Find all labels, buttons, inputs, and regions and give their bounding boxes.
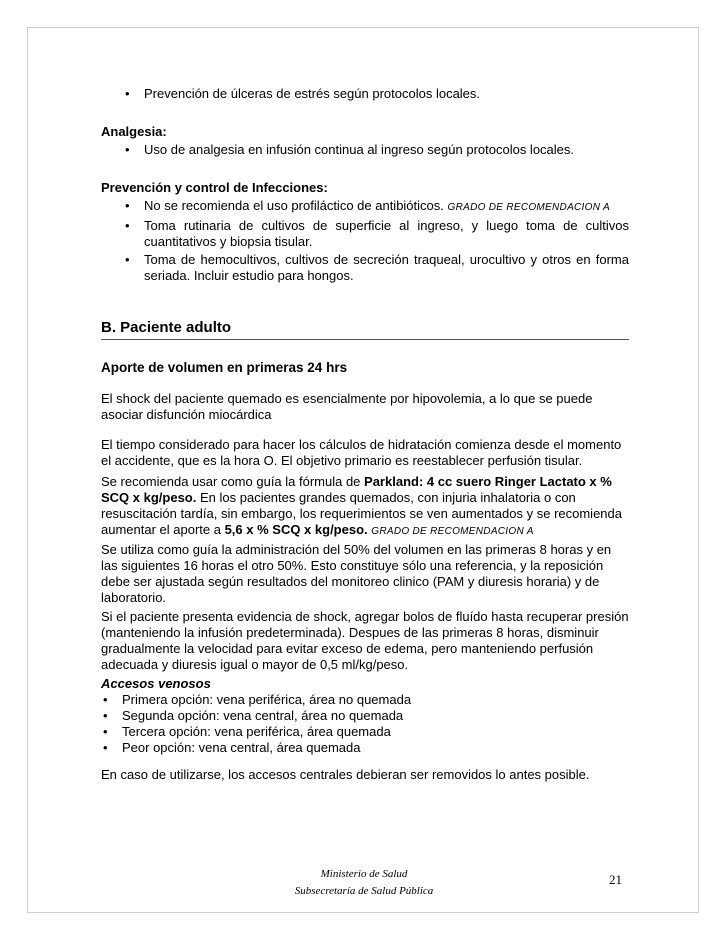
list-item	[101, 198, 629, 216]
grade-label: GRADO DE RECOMENDACION A	[371, 526, 534, 537]
list-item: • Segunda opción: vena central, área no quemada	[101, 708, 629, 724]
list-item: • Peor opción: vena central, área quemada	[101, 740, 629, 756]
list-item: • Tercera opción: vena periférica, área quemada	[101, 724, 629, 740]
analgesia-list	[101, 142, 629, 158]
top-bullet-list	[101, 86, 629, 102]
section-title: B. Paciente adulto	[101, 319, 629, 340]
parkland-formula: Parkland: 4 cc suero Ringer Lactato x % SCQ x kg/peso.	[101, 474, 612, 505]
item-text: No se recomienda el uso profiláctico de antibióticos.	[144, 198, 444, 213]
paragraph: Si el paciente presenta evidencia de shock, agregar bolos de fluído hasta recuperar presión (manteniendo la infusión predeterminada). Despues de las primeras 8 horas, disminuir gradualmente la velocidad para evitar exceso de edema, pero manteniendo perfusión adecuada y diuresis igual o mayor de 0,5 ml/kg/peso.	[101, 609, 629, 672]
list-item: • Primera opción: vena periférica, área no quemada	[101, 692, 629, 708]
paragraph: El shock del paciente quemado es esencialmente por hipovolemia, a lo que se puede asociar disfunción miocárdica	[101, 391, 593, 422]
text-run: En los pacientes grandes quemados, con injuria inhalatoria o con resuscitación tardía, sin embargo, los requerimientos se ven aumentados y se recomienda aumentar el aporte a	[101, 490, 622, 537]
paragraph: El tiempo considerado para hacer los cálculos de hidratación comienza desde el momento el accidente, que es la hora O. El objetivo primario es reestablecer perfusión tisular.	[101, 437, 622, 468]
infecciones-list	[101, 198, 629, 284]
section-subtitle: Aporte de volumen en primeras 24 hrs	[101, 360, 348, 375]
increased-formula: 5,6 x % SCQ x kg/peso.	[224, 522, 368, 537]
footer-subsecretaria: Subsecretaría de Salud Pública	[294, 885, 434, 897]
list-item: • Toma de hemocultivos, cultivos de secreción traqueal, urocultivo y otros en forma seriada. Incluir estudio para hongos.	[101, 252, 629, 284]
paragraph: Se utiliza como guía la administración del 50% del volumen en las primeras 8 horas y en las siguientes 16 horas el otro 50%. Esto constituye sólo una referencia, y la reposición debe ser ajustada según resultados del monitoreo clinico (PAM y diuresis horaria) y de laboratorio.	[101, 542, 612, 605]
grade-label: GRADO DE RECOMENDACION A	[447, 202, 610, 213]
accesos-heading: Accesos venosos	[101, 676, 211, 691]
analgesia-heading: Analgesia:	[101, 124, 167, 139]
list-item: • Uso de analgesia en infusión continua al ingreso según protocolos locales.	[101, 142, 629, 158]
paragraph-parkland	[101, 474, 629, 540]
list-item: • Prevención de úlceras de estrés según protocolos locales.	[101, 86, 629, 102]
text-run: Se recomienda usar como guía la fórmula de	[101, 474, 365, 489]
list-item: • Toma rutinaria de cultivos de superficie al ingreso, y luego toma de cultivos cuantitativos y biopsia tisular.	[101, 218, 629, 250]
accesos-list	[101, 692, 629, 756]
paragraph: En caso de utilizarse, los accesos centrales debieran ser removidos lo antes posible.	[101, 767, 590, 782]
infecciones-heading: Prevención y control de Infecciones:	[101, 180, 328, 195]
footer-ministry: Ministerio de Salud	[320, 868, 408, 880]
page-number: 21	[609, 872, 622, 887]
